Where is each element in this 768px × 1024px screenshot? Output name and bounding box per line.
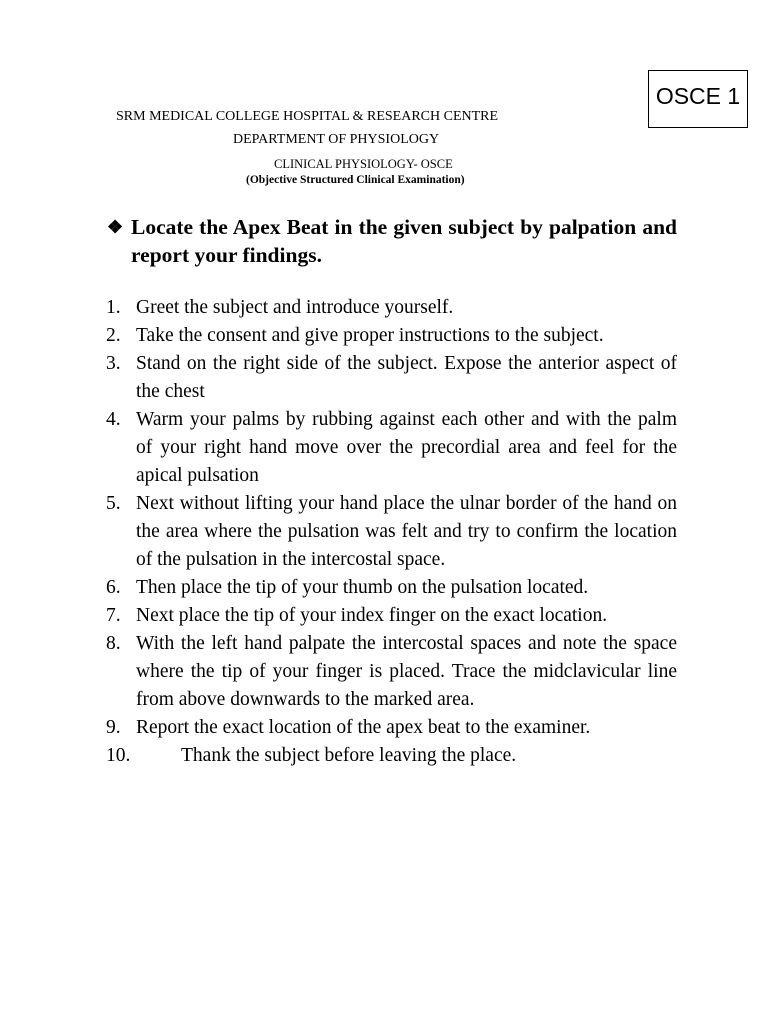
department-name: DEPARTMENT OF PHYSIOLOGY: [233, 132, 440, 147]
step-number: 6.: [106, 577, 121, 598]
step-text: Take the consent and give proper instructions to the subject.: [136, 325, 604, 346]
step-number: 5.: [106, 493, 121, 514]
procedure-steps: [106, 294, 677, 770]
step-text: Then place the tip of your thumb on the pulsation located.: [136, 577, 589, 598]
list-item: [106, 490, 677, 574]
step-number: 10.: [106, 745, 131, 766]
task-instruction: [107, 213, 677, 269]
list-item: [106, 602, 677, 630]
list-item: [106, 714, 677, 742]
list-item: [106, 350, 677, 406]
list-item: [106, 630, 677, 714]
step-number: 8.: [106, 633, 121, 654]
exam-title: CLINICAL PHYSIOLOGY- OSCE: [274, 157, 453, 171]
osce-badge: OSCE 1: [648, 70, 748, 128]
step-text: Stand on the right side of the subject. Expose the anterior aspect of the chest: [136, 353, 677, 402]
step-text: With the left hand palpate the intercostal spaces and note the space where the tip of your finger is placed. Trace the midclavicular line from above downwards to the marked area.: [136, 633, 677, 710]
step-text: Next place the tip of your index finger on the exact location.: [136, 605, 608, 626]
list-item: [106, 322, 677, 350]
step-text: Warm your palms by rubbing against each other and with the palm of your right hand move over the precordial area and feel for the apical pulsation: [136, 409, 677, 486]
step-text: Greet the subject and introduce yourself.: [136, 297, 454, 318]
exam-subtitle: (Objective Structured Clinical Examination): [246, 174, 465, 186]
step-text: Thank the subject before leaving the place.: [181, 745, 517, 766]
step-text: Report the exact location of the apex beat to the examiner.: [136, 717, 591, 738]
diamond-bullet-icon: ❖: [107, 217, 124, 237]
step-number: 4.: [106, 409, 121, 430]
step-number: 2.: [106, 325, 121, 346]
list-item: [106, 294, 677, 322]
list-item: [106, 574, 677, 602]
step-number: 1.: [106, 297, 121, 318]
step-number: 3.: [106, 353, 121, 374]
task-text: Locate the Apex Beat in the given subject by palpation and report your findings.: [131, 215, 677, 267]
institution-name: SRM MEDICAL COLLEGE HOSPITAL & RESEARCH CENTRE: [116, 109, 499, 124]
step-number: 7.: [106, 605, 121, 626]
step-text: Next without lifting your hand place the ulnar border of the hand on the area where the pulsation was felt and try to confirm the location of the pulsation in the intercostal space.: [136, 493, 677, 570]
list-item: [106, 406, 677, 490]
list-item: [106, 742, 677, 770]
step-number: 9.: [106, 717, 121, 738]
